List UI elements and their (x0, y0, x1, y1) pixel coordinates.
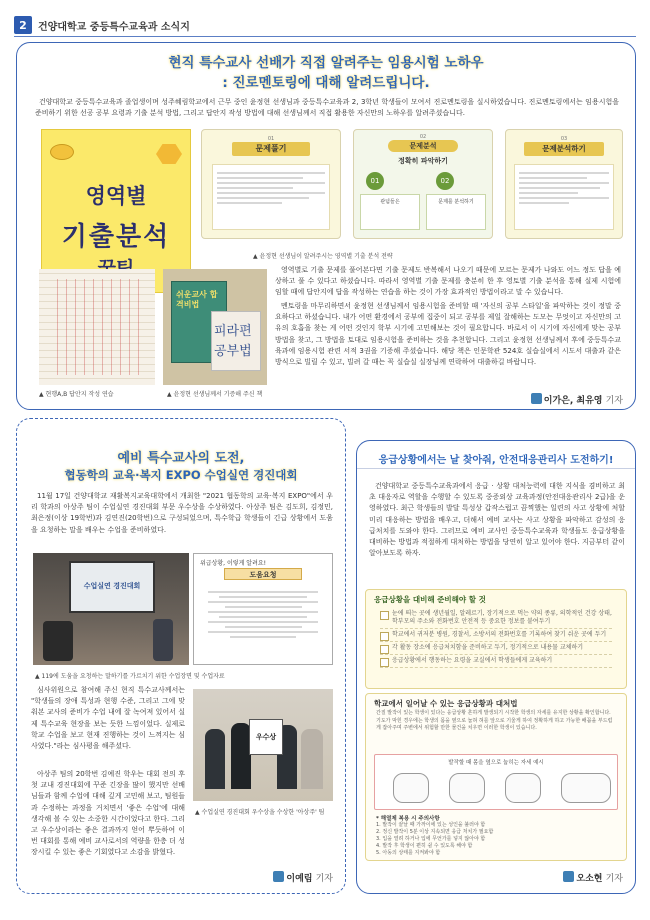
article1-title-line2: : 진로멘토링에 대해 알려드립니다. (222, 75, 430, 91)
posture-step4-icon (561, 773, 611, 803)
article-expo (16, 418, 346, 894)
book-sticker (211, 311, 261, 371)
worksheet-image (193, 553, 333, 665)
prepare-list (380, 608, 612, 668)
article1-reporter (531, 393, 623, 406)
diagram-title: 발작할 때 몸을 옆으로 눕히는 자세 예시 (448, 760, 544, 766)
slide1-num: 01 (267, 136, 275, 142)
award-sign: 우수상 (249, 719, 283, 755)
note-item: 4. 발작 후 학생이 편히 쉴 수 있도록 해야 함 (376, 843, 473, 849)
slide-analyze-problems (353, 129, 493, 239)
emergency-card-title: 학교에서 일어날 수 있는 응급상황과 대처법 (374, 699, 518, 708)
sticker-line1: 피라편 (214, 324, 252, 339)
header-divider (14, 36, 636, 37)
posture-step1-icon (393, 773, 429, 803)
page-header (14, 14, 190, 36)
emergency-card (365, 693, 627, 861)
stage-photo (33, 553, 189, 665)
notes-list (376, 822, 616, 857)
caption-class-scene: ▲ 119에 도움을 요청하는 말하기를 가르치기 위한 수업장면 및 수업자료 (35, 673, 225, 680)
article2-title-line1: 예비 특수교사의 도전, (117, 451, 245, 466)
sticker-line2: 공부법 (214, 344, 252, 359)
award-photo (193, 689, 333, 801)
emergency-intro: 간질 발작이 있는 학생이 있다는 응급상황 흔하게 발생되기 시작한 학생의 자세를 유지한 상황을 확인합니다. 기도가 막힌 경우에는 학생의 몸을 옆으로 눕혀 혀를 앞으로 기울게 하여 정확하게 하고 가능한 배꼽을 부드럽게 잡아주며 주변에서 위험할 만한 물건을 치우면 이러한 학생이 있습니다. (376, 710, 613, 731)
worksheet-header: 위급상황, 이렇게 알려요! (200, 560, 267, 567)
book-title: 쉬운교사 합격비법 (176, 290, 218, 309)
note-item: 2. 정신 발작이 5분 이상 지속되면 응급 처치가 필요함 (376, 829, 494, 835)
caption-slides: ▲ 윤정현 선생님이 알려주시는 영역별 기출 분석 전략 (253, 253, 393, 260)
newsletter-title: 건양대학교 중등특수교육과 소식지 (38, 21, 190, 33)
reporter-icon (531, 393, 542, 404)
article2-title-line2: 협동학의 교육·복지 EXPO 수업실연 경진대회 (64, 468, 298, 482)
poster-line2: 기출분석 (61, 222, 171, 252)
page-number: 2 (14, 16, 32, 34)
honeycomb-icon (156, 144, 182, 164)
poster-line1: 영역별 (85, 184, 147, 208)
prepare-item: 눈에 띄는 곳에 생년월일, 알레르기, 장기적으로 먹는 약의 종류, 의학적인 건강 상태, 학부모의 주소와 전화번호 안전적 등 중요한 정보를 붙여두기 (380, 608, 612, 629)
caption-notes: ▲ 현행A,B 답안지 작성 연습 (39, 391, 114, 398)
article3-title: 응급상황에서는 날 찾아줘, 안전대응관리사 도전하기! (378, 455, 614, 466)
notes-photo (39, 269, 155, 385)
book-photo (163, 269, 267, 385)
worksheet-lines (208, 588, 318, 641)
article-mentoring (16, 42, 636, 410)
article1-reporter-suffix: 기자 (605, 396, 623, 406)
slide-analyze-detail (505, 129, 623, 239)
article3-reporter-names: 오소현 (576, 874, 603, 884)
note-item: 1. 발작이 끝날 때 가까이에 있는 성인을 불러야 함 (376, 822, 486, 828)
slide2-step2: 02 (436, 172, 454, 190)
slide2-num: 02 (419, 134, 427, 140)
article1-intro: 건양대학교 중등특수교육과 졸업생이며 성주혜림학교에서 근무 중인 윤정현 선생님과 중등특수교육과 2, 3학년 학생들이 모여서 진로멘토링을 실시하였습니다. 진로멘토링에서는 임용시험을 준비하기 위한 선공 공부 요령과 기출 분석 방법, 그리고 답안지 작성 방법에 대해 선생님께서 직접 활용한 자신만의 노하우를 알려주셨습니다. (35, 98, 619, 118)
reporter-icon (563, 871, 574, 882)
slide3-text (514, 164, 614, 230)
posture-step3-icon (505, 773, 541, 803)
slide2-item2: 문제를 분석하기 (426, 194, 486, 230)
slide1-text (212, 164, 330, 230)
article2-reporter (273, 871, 333, 884)
article2-para2: 심사위원으로 참여해 주신 현직 특수교사께서는 "학생들의 장애 특성과 현행 수준, 그리고 그에 맞춰본 교사의 준비가 수업 내에 잘 녹여져 있어서 실제 특수교육 현장을 보는 듯한 느낌이었다. 실제로 학교 수업을 보고 현재 진행하는 것이 느껴지는 심사였다."라는 심사평을 해주셨다. (31, 686, 185, 751)
prepare-item: 응급상황에서 행동하는 요령을 교실에서 학생들에게 교육하기 (380, 655, 612, 668)
reporter-icon (273, 871, 284, 882)
screen (69, 561, 155, 613)
slide2-subtitle: 정확히 파악하기 (398, 157, 448, 165)
article1-reporter-names: 이가은, 최유영 (543, 396, 603, 406)
article2-reporter-names: 이예림 (286, 874, 313, 884)
caption-book: ▲ 윤정현 선생님께서 기증해 주신 책 (167, 391, 263, 398)
slide-solve-problems (201, 129, 341, 239)
prepare-item: 각 활동 장소에 응급처치함을 준비하고 두기, 정기적으로 내용물 교체하기 (380, 642, 612, 655)
prepare-card (365, 589, 627, 689)
posture-diagram (374, 754, 618, 810)
article1-para2: 멘토링을 마무리하면서 윤정현 선생님께서 임용시험을 준비할 때 '자신의 공부 스타일'을 파악하는 것이 정말 중요하다고 하셨습니다. 내가 어떤 환경에서 공부에 집중이 되고 공부를 제일 잘해하는 도모는 무엇이고 자신만의 고유의 호흡을 찾는 게 어떤 것인지 학부 시기에 고민해보는 것이 필요합니다. 바로서 이 시기에 자신에게 맞는 공부 방법을 찾고, 그 방법을 토대로 임용시험을 준비하는 것을 추천합니다. 그리고 윤정현 선생님께서 후에 중등특수교육과에 임용시험 관련 서적 3권을 기증해 주셨습니다. 해당 책은 인문학관 524호 실습실에서 시도서 대출과 같은 방식으로 빌릴 수 있고, 빌려 갈 때는 꼭 실습실 실장님께 연락하여 대출하길 바랍니다. (275, 302, 621, 367)
caption-award: ▲ 수업실연 경진대회 우수상을 수상한 '아상주' 팀 (195, 809, 325, 816)
notes-title: * 해열제 복용 시 주의사항 (376, 816, 440, 822)
slide2-item1: 관념들은 (360, 194, 420, 230)
posture-step2-icon (449, 773, 485, 803)
article3-reporter (563, 871, 623, 884)
article1-para1: 영역별로 기출 문제를 풀어본다면 기출 문제도 반복해서 나오기 때문에 모르는 문제가 나와도 어느 정도 답을 예상하고 풀 수 있다고 하셨습니다. 따라서 영역별 기출 문제를 충분히 한 후 영토별 기출 분석을 통해 실제 시험에 임할 때에 답안지에 답을 작성하는 연습을 하는 것이 가장 효과적인 방법이라고 말 수 있습니다. (275, 266, 621, 297)
article3-reporter-suffix: 기자 (605, 874, 623, 884)
article2-para1: 11월 17일 건양대학교 재활복지교육대학에서 개최한 "2021 협동학의 교육·복지 EXPO"에서 우리 학과의 아상주 팀이 수업실연 경진대회 부문 우수상을 수상하였다. 아상주 팀은 김도희, 김정민, 최은정(이상 19학번)과 김연진(20학번)으로 구성되었으며, 특수학급 학생들이 긴급 상황에서 도움을 요청하는 말을 배우는 수업을 준비하였다. (31, 492, 333, 534)
article1-title-line1: 현직 특수교사 선배가 직접 알려주는 임용시험 노하우 (168, 55, 484, 71)
slide3-num: 03 (560, 136, 568, 142)
bee-icon (50, 144, 74, 160)
note-item: 3. 입을 열려 하거나 입에 무언가를 넣지 않아야 함 (376, 836, 486, 842)
banner-text: 수업실연 경진대회 (83, 582, 141, 590)
slide1-title: 문제풀기 (232, 142, 310, 156)
slide3-title: 문제분석하기 (524, 142, 604, 156)
prepare-item: 학교에서 귀저분 병원, 경찰서, 소방서의 전화번호를 기록하여 찾기 쉬운 곳에 두기 (380, 629, 612, 642)
article3-para1: 건양대학교 중등특수교육과에서 응급 · 상황 대처능력에 대한 지식을 겸비하고 최초 대응자로 역할을 수행할 수 있도록 중증외상 교육과정(안전대응관리사 2급)을 운영하였다. 최근 학생들의 발달 특성상 갑작스럽고 끔찍했는 일련의 사고 상황에 처할 미리 대응하는 방법을 배우고, 더해서 예비 교사는 사고 상황을 파악하고 감성의 응급처치를 도와야 한다. 그러므로 예비 교사인 중등특수교육과 학생들도 응급상황을 대비하는 방법과 적절하게 대처하는 방법을 당연히 알고 있어야 한다. 지금부터 같이 알아보도록 하자. (369, 482, 625, 558)
article2-reporter-suffix: 기자 (315, 874, 333, 884)
slide2-step1: 01 (366, 172, 384, 190)
prepare-card-title: 응급상황을 대비해 준비해야 할 것 (374, 595, 486, 604)
slide2-title: 문제분석 (388, 140, 458, 152)
worksheet-title: 도움요청 (224, 568, 302, 580)
article-safety (356, 440, 636, 894)
note-item: 5. 아동의 상태를 지켜봐야 함 (376, 850, 441, 856)
article2-para3a: 아상주 팀의 20학번 김예진 학우는 대회 전의 후 첫 교내 경진대회에 꾸준 긴장을 많이 했지만 선배님들과 함께 수업에 대해 깊게 고민해 보고, 팀원들과 수정하는 과정을 거치면서 '좋은 수업'에 대해 생각해 볼 수 있는 소중한 시간이었다고 한다. 그리고 우수상이라는 좋은 결과까지 얻어 뿌듯하여 이번 대회를 통해 예비 교사로서의 역량을 한층 더 성장시킬 수 있는 좋은 기회였다고 소감을 밝혔다. (31, 770, 185, 857)
